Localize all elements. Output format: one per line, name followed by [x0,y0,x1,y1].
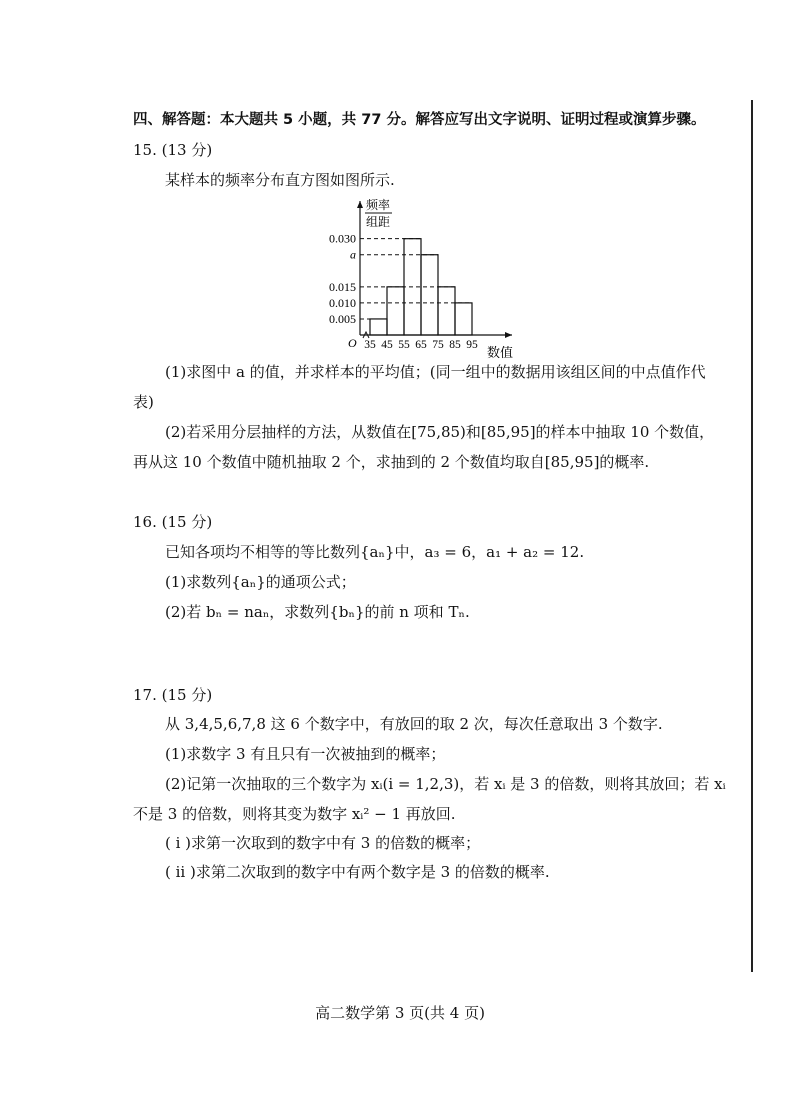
origin-label: O [348,336,357,350]
y-tick-label: 0.015 [329,279,356,294]
y-axis-arrow [357,201,363,208]
x-tick-label: 45 [381,339,393,351]
x-tick-label: 35 [364,339,376,351]
x-tick-label: 55 [398,339,410,351]
histogram-bar [438,287,455,335]
q15-intro: 某样本的频率分布直方图如图所示. [165,171,395,189]
y-tick-label: 0.030 [329,231,356,246]
q15-part1-line1: (1)求图中 a 的值，并求样本的平均值；(同一组中的数据用该组区间的中点值作代 [165,363,706,381]
q16-part1: (1)求数列{aₙ}的通项公式； [165,573,356,591]
page-footer: 高二数学第 3 页(共 4 页) [315,1004,485,1022]
q15-part1-line2: 表) [133,393,154,411]
q17-part2-line2: 不是 3 的倍数，则将其变为数字 xᵢ² − 1 再放回. [133,805,456,823]
q17-part2-line1: (2)记第一次抽取的三个数字为 xᵢ(i = 1,2,3)，若 xᵢ 是 3 的倍数，则将其放回；若 xᵢ [165,775,726,793]
x-tick-label: 95 [466,339,478,351]
q15-part2-line2: 再从这 10 个数值中随机抽取 2 个，求抽到的 2 个数值均取自[85,95]的概率. [133,453,650,471]
x-axis-arrow [505,332,512,338]
section-title: 四、解答题：本大题共 5 小题，共 77 分。解答应写出文字说明、证明过程或演算步骤。 [133,112,706,128]
q17-number: 17. (15 分) [133,686,213,704]
q15-number: 15. (13 分) [133,141,213,159]
histogram-chart [320,195,550,365]
q15-part2-line1: (2)若采用分层抽样的方法，从数值在[75,85)和[85,95]的样本中抽取 10 个数值， [165,423,715,441]
q17-sub-i: ( ⅰ )求第一次取到的数字中有 3 的倍数的概率； [165,834,481,852]
x-axis-label: 数值 [486,345,514,360]
q17-sub-ii: ( ⅱ )求第二次取到的数字中有两个数字是 3 的倍数的概率. [165,863,550,881]
q16-stem: 已知各项均不相等的等比数列{aₙ}中，a₃ = 6，a₁ + a₂ = 12. [165,543,585,561]
y-tick-label: a [350,247,356,262]
page-margin-rule [751,100,753,972]
y-tick-label: 0.005 [329,311,356,326]
q16-number: 16. (15 分) [133,513,213,531]
x-tick-label: 85 [449,339,461,351]
histogram-bar [370,319,387,335]
q17-stem: 从 3,4,5,6,7,8 这 6 个数字中，有放回的取 2 次，每次任意取出 3 个数字. [165,715,663,733]
y-axis-label-top: 频率 [366,198,391,212]
x-tick-label: 75 [432,339,444,351]
histogram-bar [387,287,404,335]
histogram-bar [455,303,472,335]
histogram-bar [421,255,438,335]
q16-part2: (2)若 bₙ = naₙ，求数列{bₙ}的前 n 项和 Tₙ. [165,603,470,621]
q17-part1: (1)求数字 3 有且只有一次被抽到的概率； [165,745,446,763]
y-tick-label: 0.010 [329,295,356,310]
y-axis-label-bottom: 组距 [366,215,391,229]
x-tick-label: 65 [415,339,427,351]
